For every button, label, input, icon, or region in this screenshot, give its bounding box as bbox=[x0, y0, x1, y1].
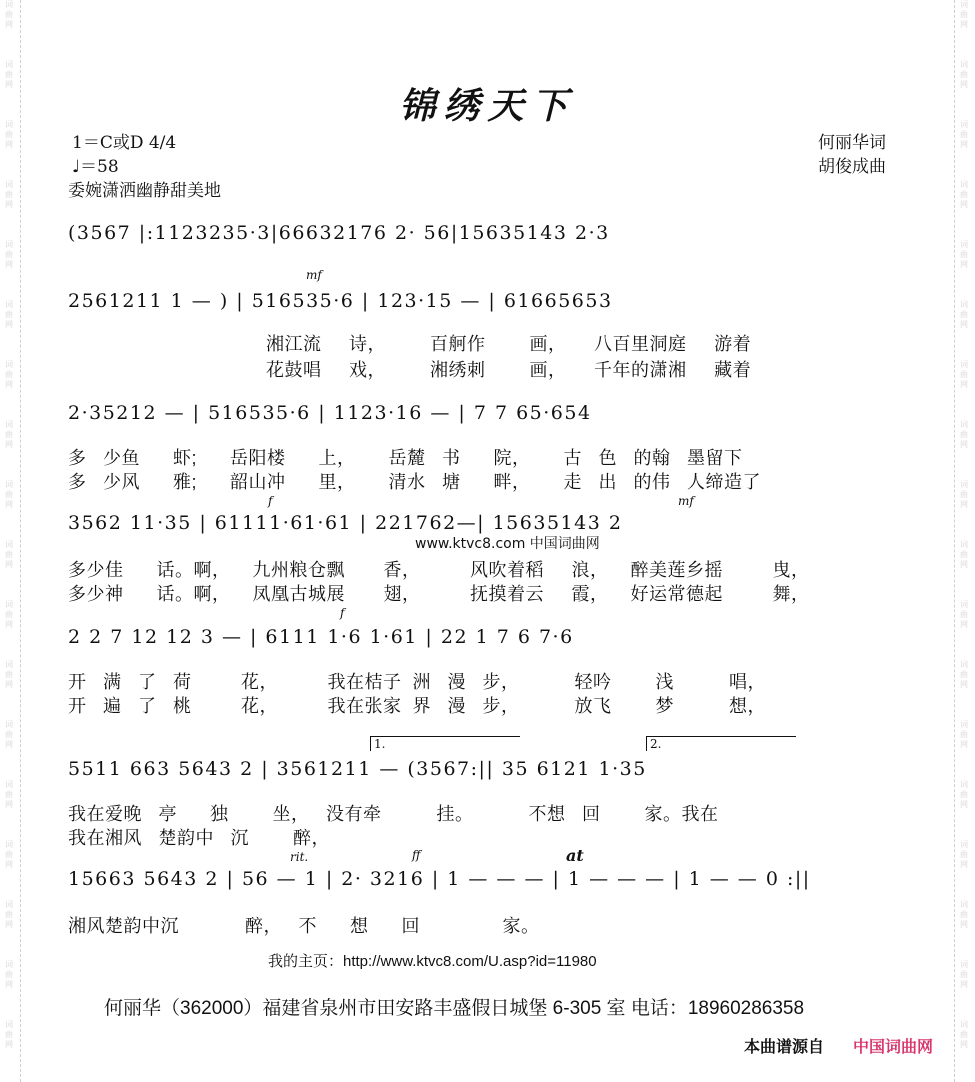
lyric-line: 开 遍 了 桃 花， 我在张家 界 漫 步， 放飞 梦 想， bbox=[68, 696, 767, 716]
source-label: 本曲谱源自 bbox=[744, 1039, 825, 1056]
margin-watermark: 词曲网 bbox=[5, 240, 13, 269]
margin-watermark: 词曲网 bbox=[960, 120, 968, 149]
composer-credit: 胡俊成曲 bbox=[818, 157, 886, 177]
margin-watermark: 词曲网 bbox=[960, 600, 968, 629]
margin-watermark: 词曲网 bbox=[5, 1020, 13, 1049]
lyric-line: 湘风楚韵中沉 醉， 不 想 回 家。 bbox=[68, 916, 540, 936]
margin-watermark: 词曲网 bbox=[5, 660, 13, 689]
notation-line: 2·35212 — | 516535·6 | 1123·16 — | 7 7 65·654 bbox=[68, 402, 592, 424]
margin-watermark: 词曲网 bbox=[960, 60, 968, 89]
margin-watermark: 词曲网 bbox=[5, 0, 13, 29]
lyric-line: 多 少风 雅; 韶山冲 里， 清水 塘 畔， 走 出 的伟 人缔造了 bbox=[68, 472, 762, 492]
margin-watermark: 词曲网 bbox=[5, 600, 13, 629]
margin-watermark: 词曲网 bbox=[5, 60, 13, 89]
margin-watermark: 词曲网 bbox=[960, 1020, 968, 1049]
margin-watermark: 词曲网 bbox=[5, 900, 13, 929]
margin-watermark: 词曲网 bbox=[960, 840, 968, 869]
volta-first-ending: 1. bbox=[370, 736, 520, 751]
margin-watermark: 词曲网 bbox=[5, 720, 13, 749]
margin-watermark: 词曲网 bbox=[960, 0, 968, 29]
lyric-line: 多少佳 话。啊， 九州粮仓飘 香， 风吹着稻 浪， 醉美莲乡摇 曳， bbox=[68, 560, 810, 580]
song-title: 锦绣天下 bbox=[399, 85, 576, 127]
margin-watermark: 词曲网 bbox=[960, 180, 968, 209]
margin-watermark: 词曲网 bbox=[960, 360, 968, 389]
lyric-line: 花鼓唱 戏， 湘绣刺 画， 千年的潇湘 藏着 bbox=[68, 360, 752, 380]
margin-watermark: 词曲网 bbox=[960, 780, 968, 809]
inline-watermark: www.ktvc8.com 中国词曲网 bbox=[415, 536, 600, 552]
lyric-line: 我在湘风 楚韵中 沉 醉， bbox=[68, 828, 331, 848]
margin-watermark: 词曲网 bbox=[960, 420, 968, 449]
homepage-link[interactable]: 我的主页：http://www.ktvc8.com/U.asp?id=11980 bbox=[268, 953, 597, 970]
right-margin-strip bbox=[954, 0, 975, 1082]
margin-watermark: 词曲网 bbox=[5, 840, 13, 869]
margin-watermark: 词曲网 bbox=[960, 720, 968, 749]
lyric-line: 我在爱晚 亭 独 坐， 没有牵 挂。 不想 回 家。我在 bbox=[68, 804, 719, 824]
margin-watermark: 词曲网 bbox=[5, 540, 13, 569]
dynamic-marking: rit. bbox=[290, 850, 309, 864]
margin-watermark: 词曲网 bbox=[5, 360, 13, 389]
lyric-line: 多 少鱼 虾; 岳阳楼 上， 岳麓 书 院， 古 色 的翰 墨留下 bbox=[68, 448, 743, 468]
site-name[interactable]: 中国词曲网 bbox=[853, 1039, 934, 1056]
margin-watermark: 词曲网 bbox=[960, 900, 968, 929]
left-margin-strip bbox=[0, 0, 21, 1082]
dynamic-marking: f bbox=[340, 606, 345, 620]
margin-watermark: 词曲网 bbox=[5, 480, 13, 509]
lyric-line: 开 满 了 荷 花， 我在桔子 洲 漫 步， 轻吟 浅 唱， bbox=[68, 672, 767, 692]
margin-watermark: 词曲网 bbox=[960, 540, 968, 569]
notation-line: 15663 5643 2 | 56 — 1 | 2· 3216 | 1 — — — | 1 — — — | 1 — — 0 :|| bbox=[68, 868, 811, 890]
margin-watermark: 词曲网 bbox=[5, 120, 13, 149]
margin-watermark: 词曲网 bbox=[5, 300, 13, 329]
dynamic-marking: mf bbox=[306, 268, 322, 282]
lyric-line: 湘江流 诗， 百舸作 画， 八百里洞庭 游着 bbox=[68, 334, 752, 354]
margin-watermark: 词曲网 bbox=[960, 480, 968, 509]
margin-watermark: 词曲网 bbox=[960, 300, 968, 329]
dynamic-marking: at bbox=[566, 846, 584, 865]
margin-watermark: 词曲网 bbox=[960, 240, 968, 269]
lyric-line: 多少神 话。啊， 凤凰古城展 翅， 抚摸着云 霞， 好运常德起 舞， bbox=[68, 584, 810, 604]
notation-line: 2 2 7 12 12 3 — | 6111 1·6 1·61 | 22 1 7 6 7·6 bbox=[68, 626, 574, 648]
notation-line: 5511 663 5643 2 | 3561211 — (3567:|| 35 6121 1·35 bbox=[68, 758, 647, 780]
expression-marking: 委婉潇洒幽静甜美地 bbox=[68, 181, 221, 200]
dynamic-marking: ff bbox=[412, 848, 421, 862]
margin-watermark: 词曲网 bbox=[5, 180, 13, 209]
notation-line: (3567 |:1123235·3|66632176 2· 56|15635143 2·3 bbox=[68, 222, 610, 244]
dynamic-marking: mf bbox=[678, 494, 694, 508]
notation-line: 3562 11·35 | 61111·61·61 | 221762—| 15635143 2 bbox=[68, 512, 623, 534]
contact-address: 何丽华（362000）福建省泉州市田安路丰盛假日城堡 6-305 室 电话：18960286358 bbox=[104, 998, 805, 1019]
key-signature: 1＝C或D 4/4 bbox=[72, 133, 177, 153]
margin-watermark: 词曲网 bbox=[960, 660, 968, 689]
margin-watermark: 词曲网 bbox=[5, 780, 13, 809]
dynamic-marking: f bbox=[268, 494, 273, 508]
margin-watermark: 词曲网 bbox=[960, 960, 968, 989]
volta-second-ending: 2. bbox=[646, 736, 796, 751]
tempo-marking: ♩＝58 bbox=[72, 157, 119, 177]
lyricist-credit: 何丽华词 bbox=[818, 133, 886, 153]
margin-watermark: 词曲网 bbox=[5, 960, 13, 989]
margin-watermark: 词曲网 bbox=[5, 420, 13, 449]
notation-line: 2561211 1 — ) | 516535·6 | 123·15 — | 61665653 bbox=[68, 290, 613, 312]
